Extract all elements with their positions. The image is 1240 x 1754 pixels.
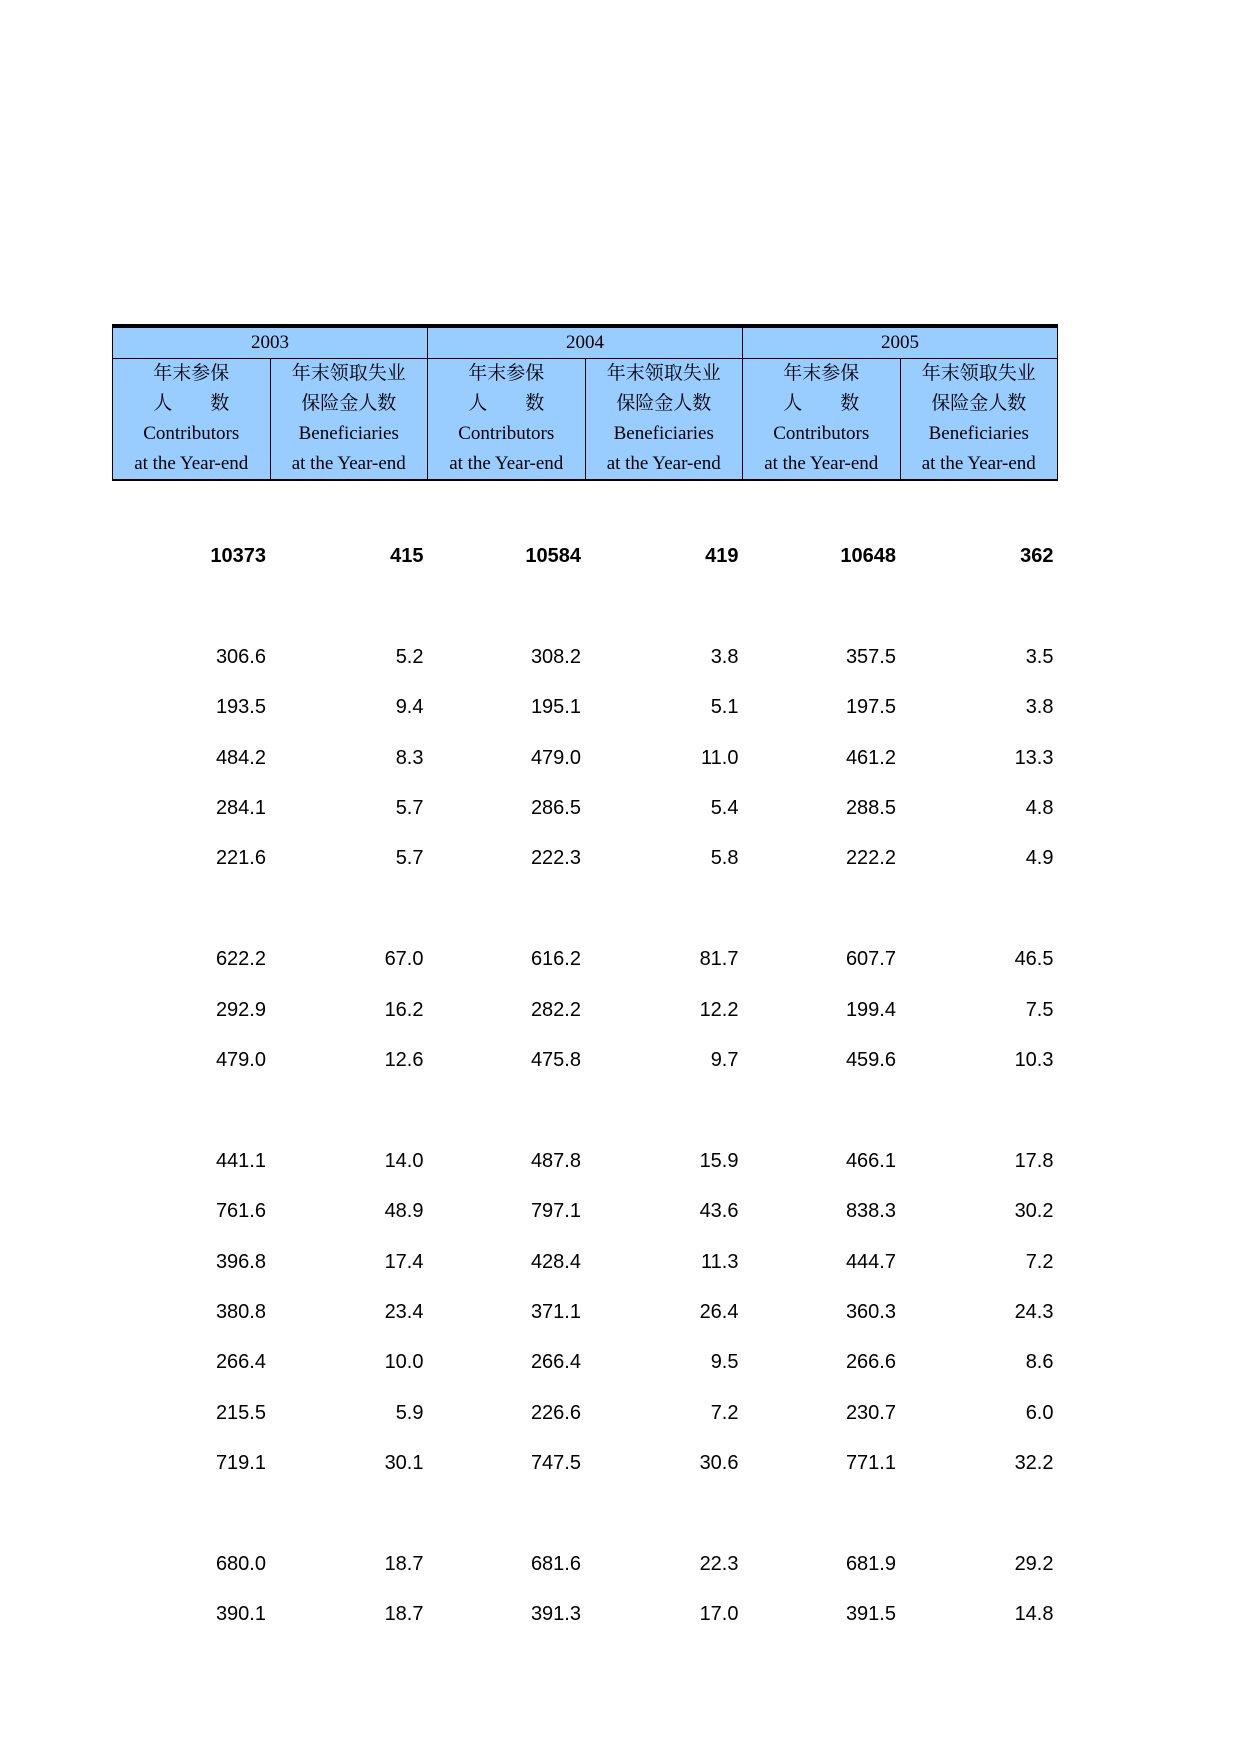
beneficiaries-cell: 18.7 — [384, 1603, 424, 1626]
beneficiaries-cell: 81.7 — [699, 948, 739, 971]
beneficiaries-cell: 7.2 — [710, 1401, 739, 1424]
contributors-cell: 306.6 — [215, 645, 266, 668]
contributors-header — [743, 359, 901, 481]
table-row — [113, 1237, 1058, 1287]
label-line: Contributors — [143, 423, 240, 444]
contributors-cell: 441.1 — [215, 1149, 266, 1172]
beneficiaries-cell: 24.3 — [1014, 1300, 1054, 1323]
beneficiaries-cell: 362 — [1020, 545, 1054, 568]
beneficiaries-header — [900, 359, 1058, 481]
spacer-cell — [113, 582, 1058, 632]
beneficiaries-cell: 4.8 — [1025, 797, 1054, 820]
beneficiaries-cell: 43.6 — [699, 1200, 739, 1223]
contributors-cell: 484.2 — [215, 746, 266, 769]
contributors-cell: 195.1 — [530, 696, 581, 719]
beneficiaries-cell: 4.9 — [1025, 847, 1054, 870]
beneficiaries-cell: 32.2 — [1014, 1452, 1054, 1475]
contributors-cell: 284.1 — [215, 797, 266, 820]
contributors-cell: 771.1 — [845, 1452, 896, 1475]
contributors-cell: 230.7 — [845, 1401, 896, 1424]
beneficiaries-cell: 11.3 — [701, 1250, 739, 1273]
beneficiaries-cell: 67.0 — [384, 948, 424, 971]
beneficiaries-cell: 12.2 — [699, 998, 739, 1021]
beneficiaries-cell: 14.0 — [384, 1149, 424, 1172]
contributors-cell: 681.6 — [530, 1552, 581, 1575]
spacer-cell — [113, 480, 1058, 531]
label-line: Contributors — [773, 423, 870, 444]
year-header-2004: 2004 — [428, 326, 743, 359]
table-row — [113, 985, 1058, 1035]
table-row — [113, 1438, 1058, 1488]
table-row — [113, 1539, 1058, 1589]
label-line: Beneficiaries — [298, 423, 399, 444]
table-row — [113, 1035, 1058, 1085]
beneficiaries-cell: 5.1 — [710, 696, 739, 719]
contributors-cell: 390.1 — [215, 1603, 266, 1626]
label-line: at the Year-end — [134, 453, 249, 474]
beneficiaries-cell: 17.8 — [1014, 1149, 1054, 1172]
label-line: 年末参保 — [468, 363, 545, 384]
label-line: 保险金人数 — [931, 393, 1027, 414]
contributors-cell: 391.3 — [530, 1603, 581, 1626]
beneficiaries-cell: 3.5 — [1025, 645, 1054, 668]
table-row — [113, 1338, 1058, 1388]
contributors-cell: 479.0 — [215, 1048, 266, 1071]
table-row — [113, 683, 1058, 733]
beneficiaries-cell: 10.0 — [384, 1351, 424, 1374]
label-line: 人 数 — [468, 393, 545, 414]
contributors-cell: 487.8 — [530, 1149, 581, 1172]
beneficiaries-cell: 14.8 — [1014, 1603, 1054, 1626]
spacer-cell — [113, 1086, 1058, 1136]
contributors-cell: 616.2 — [530, 948, 581, 971]
beneficiaries-cell: 8.6 — [1025, 1351, 1054, 1374]
table-row — [113, 834, 1058, 884]
label-line: 人 数 — [153, 393, 230, 414]
label-line: 年末参保 — [153, 363, 230, 384]
spacer-row — [113, 1489, 1058, 1539]
table-row — [113, 632, 1058, 682]
contributors-cell: 226.6 — [530, 1401, 581, 1424]
contributors-cell: 459.6 — [845, 1048, 896, 1071]
beneficiaries-cell: 30.2 — [1014, 1200, 1054, 1223]
contributors-cell: 681.9 — [845, 1552, 896, 1575]
spacer-row — [113, 582, 1058, 632]
unemployment-insurance-table — [112, 324, 1058, 1640]
label-line: 人 数 — [783, 393, 860, 414]
table-row — [113, 733, 1058, 783]
beneficiaries-cell: 8.3 — [395, 746, 424, 769]
label-line: at the Year-end — [764, 453, 879, 474]
table-row — [113, 783, 1058, 833]
beneficiaries-cell: 3.8 — [1025, 696, 1054, 719]
beneficiaries-cell: 7.2 — [1025, 1250, 1054, 1273]
contributors-cell: 222.2 — [845, 847, 896, 870]
contributors-cell: 292.9 — [215, 998, 266, 1021]
contributors-header — [113, 359, 271, 481]
contributors-cell: 444.7 — [845, 1250, 896, 1273]
beneficiaries-cell: 5.7 — [395, 847, 424, 870]
contributors-cell: 475.8 — [530, 1048, 581, 1071]
beneficiaries-cell: 26.4 — [699, 1300, 739, 1323]
beneficiaries-cell: 415 — [390, 545, 424, 568]
contributors-cell: 193.5 — [215, 696, 266, 719]
beneficiaries-cell: 16.2 — [384, 998, 424, 1021]
contributors-cell: 428.4 — [530, 1250, 581, 1273]
beneficiaries-cell: 10.3 — [1014, 1048, 1054, 1071]
contributors-cell: 199.4 — [845, 998, 896, 1021]
beneficiaries-cell: 419 — [705, 545, 739, 568]
label-line: Beneficiaries — [928, 423, 1029, 444]
label-line: 年末领取失业 — [606, 363, 721, 384]
table-row — [113, 935, 1058, 985]
beneficiaries-cell: 5.7 — [395, 797, 424, 820]
beneficiaries-cell: 7.5 — [1025, 998, 1054, 1021]
contributors-cell: 308.2 — [530, 645, 581, 668]
contributors-cell: 391.5 — [845, 1603, 896, 1626]
beneficiaries-cell: 48.9 — [384, 1200, 424, 1223]
contributors-cell: 761.6 — [215, 1200, 266, 1223]
beneficiaries-cell: 9.7 — [710, 1048, 739, 1071]
beneficiaries-cell: 9.4 — [395, 696, 424, 719]
beneficiaries-header — [270, 359, 428, 481]
contributors-cell: 719.1 — [215, 1452, 266, 1475]
table-row — [113, 1186, 1058, 1236]
total-row — [113, 531, 1058, 581]
label-line: 保险金人数 — [301, 393, 397, 414]
beneficiaries-cell: 9.5 — [710, 1351, 739, 1374]
table-row — [113, 1287, 1058, 1337]
beneficiaries-header — [585, 359, 743, 481]
beneficiaries-cell: 6.0 — [1025, 1401, 1054, 1424]
spacer-row — [113, 1086, 1058, 1136]
table-body — [113, 480, 1058, 1640]
contributors-cell: 357.5 — [845, 645, 896, 668]
contributors-cell: 266.4 — [530, 1351, 581, 1374]
label-line: 年末参保 — [783, 363, 860, 384]
contributors-cell: 747.5 — [530, 1452, 581, 1475]
contributors-cell: 288.5 — [845, 797, 896, 820]
contributors-cell: 10584 — [525, 545, 581, 568]
beneficiaries-cell: 22.3 — [699, 1552, 739, 1575]
beneficiaries-cell: 11.0 — [701, 746, 739, 769]
contributors-cell: 222.3 — [530, 847, 581, 870]
contributors-cell: 838.3 — [845, 1200, 896, 1223]
contributors-header — [428, 359, 586, 481]
contributors-cell: 380.8 — [215, 1300, 266, 1323]
label-line: Contributors — [458, 423, 555, 444]
beneficiaries-cell: 29.2 — [1014, 1552, 1054, 1575]
label-line: at the Year-end — [291, 453, 406, 474]
contributors-cell: 266.6 — [845, 1351, 896, 1374]
contributors-cell: 396.8 — [215, 1250, 266, 1273]
contributors-cell: 266.4 — [215, 1351, 266, 1374]
contributors-cell: 622.2 — [215, 948, 266, 971]
beneficiaries-cell: 30.6 — [699, 1452, 739, 1475]
beneficiaries-cell: 12.6 — [384, 1048, 424, 1071]
label-line: at the Year-end — [449, 453, 564, 474]
year-header-2003: 2003 — [113, 326, 428, 359]
contributors-cell: 461.2 — [845, 746, 896, 769]
beneficiaries-cell: 30.1 — [384, 1452, 424, 1475]
label-line: 年末领取失业 — [921, 363, 1036, 384]
column-label-row — [113, 359, 1058, 481]
beneficiaries-cell: 18.7 — [384, 1552, 424, 1575]
contributors-cell: 479.0 — [530, 746, 581, 769]
beneficiaries-cell: 15.9 — [699, 1149, 739, 1172]
statistics-sheet — [112, 324, 1057, 1640]
beneficiaries-cell: 5.4 — [710, 797, 739, 820]
beneficiaries-cell: 5.8 — [710, 847, 739, 870]
label-line: at the Year-end — [606, 453, 721, 474]
beneficiaries-cell: 13.3 — [1014, 746, 1054, 769]
spacer-row — [113, 884, 1058, 934]
label-line: 年末领取失业 — [291, 363, 406, 384]
contributors-cell: 197.5 — [845, 696, 896, 719]
label-line: 保险金人数 — [616, 393, 712, 414]
beneficiaries-cell: 17.4 — [384, 1250, 424, 1273]
beneficiaries-cell: 5.2 — [395, 645, 424, 668]
year-header-2005: 2005 — [743, 326, 1058, 359]
contributors-cell: 466.1 — [845, 1149, 896, 1172]
spacer-cell — [113, 1489, 1058, 1539]
label-line: Beneficiaries — [613, 423, 714, 444]
spacer-cell — [113, 884, 1058, 934]
label-line: at the Year-end — [921, 453, 1036, 474]
table-row — [113, 1136, 1058, 1186]
contributors-cell: 221.6 — [215, 847, 266, 870]
beneficiaries-cell: 17.0 — [699, 1603, 739, 1626]
contributors-cell: 797.1 — [530, 1200, 581, 1223]
table-row — [113, 1590, 1058, 1640]
contributors-cell: 282.2 — [530, 998, 581, 1021]
year-header-row — [113, 326, 1058, 359]
contributors-cell: 680.0 — [215, 1552, 266, 1575]
table-row — [113, 1388, 1058, 1438]
contributors-cell: 286.5 — [530, 797, 581, 820]
contributors-cell: 371.1 — [530, 1300, 581, 1323]
beneficiaries-cell: 5.9 — [395, 1401, 424, 1424]
beneficiaries-cell: 3.8 — [710, 645, 739, 668]
contributors-cell: 215.5 — [215, 1401, 266, 1424]
contributors-cell: 10373 — [210, 545, 266, 568]
contributors-cell: 10648 — [840, 545, 896, 568]
spacer-row — [113, 480, 1058, 531]
table-header — [113, 326, 1058, 480]
contributors-cell: 360.3 — [845, 1300, 896, 1323]
beneficiaries-cell: 46.5 — [1014, 948, 1054, 971]
contributors-cell: 607.7 — [845, 948, 896, 971]
beneficiaries-cell: 23.4 — [384, 1300, 424, 1323]
